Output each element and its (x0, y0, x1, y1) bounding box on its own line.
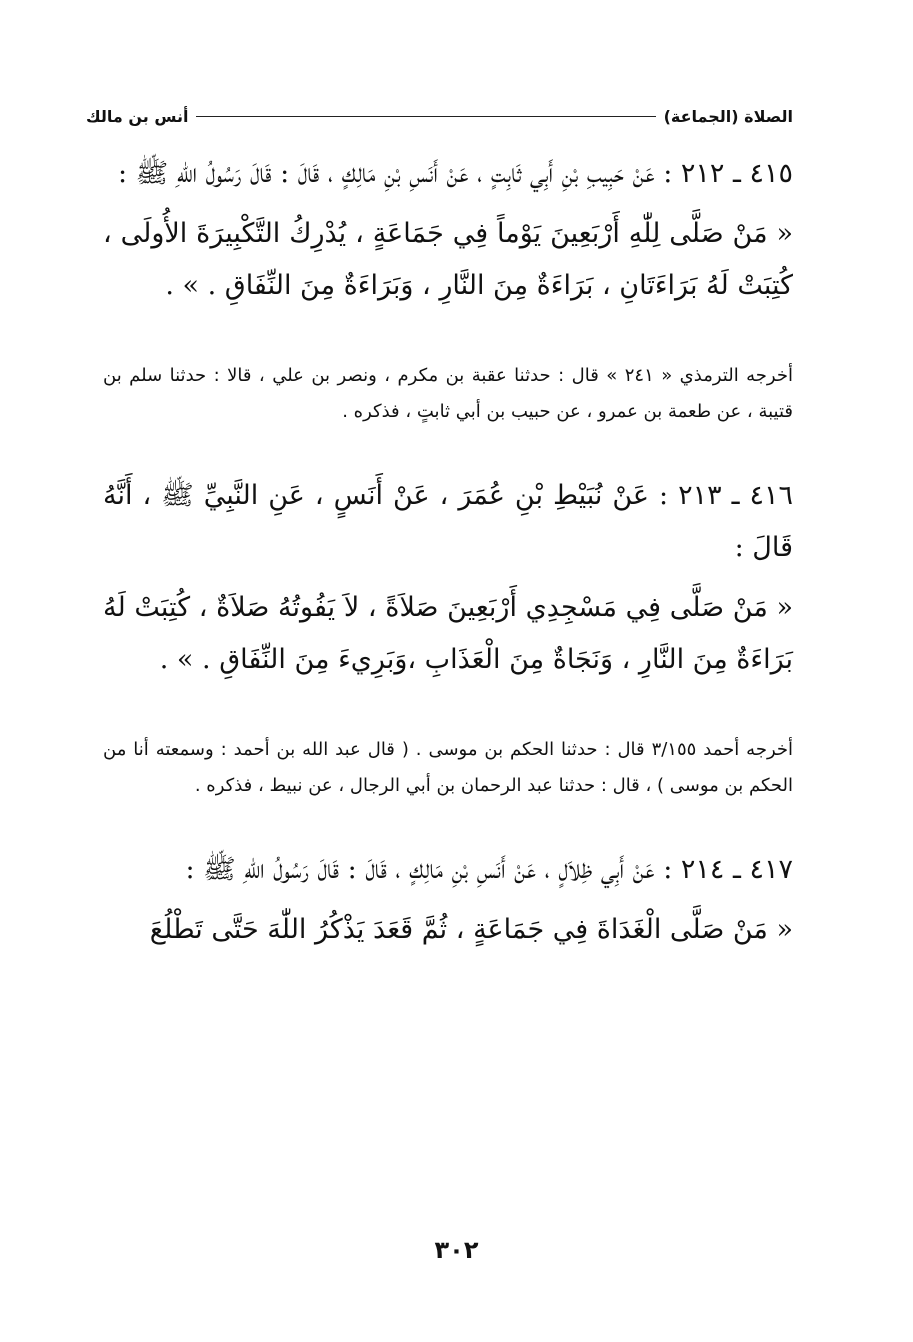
header-chapter-title: الصلاة (الجماعة) (663, 106, 793, 126)
page-number: ٣٠٢ (434, 1236, 479, 1264)
page-body (103, 148, 793, 956)
header-narrator-title: أنس بن مالك (86, 106, 189, 126)
hadith-entry (103, 148, 793, 430)
hadith-text: « مَنْ صَلَّى فِي مَسْجِدِي أَرْبَعِينَ صَلاَةً ، لاَ يَفُوتُهُ صَلاَةٌ ، كُتِبَتْ لَهُ بَرَاءَةٌ مِنَ النَّارِ ، وَنَجَاةٌ مِنَ الْعَذَابِ ،وَبَرِيءَ مِنَ النِّفَاقِ . » . (103, 592, 793, 675)
header-rule (196, 116, 655, 117)
hadith-takhrij: أخرجه أحمد ٣/١٥٥ قال : حدثنا الحكم بن موسى . ( قال عبد الله بن أحمد : وسمعته أنا من الحكم بن موسى ) ، قال : حدثنا عبد الرحمان بن أبي الرجال ، عن نبيط ، فذكره . (103, 739, 794, 796)
hadith-text: « مَنْ صَلَّى لِلّٰهِ أَرْبَعِينَ يَوْماً فِي جَمَاعَةٍ ، يُدْرِكُ التَّكْبِيرَةَ الأُولَى ، كُتِبَتْ لَهُ بَرَاءَتَانِ ، بَرَاءَةٌ مِنَ النَّارِ ، وَبَرَاءَةٌ مِنَ النِّفَاقِ . » . (103, 218, 793, 301)
running-header (86, 102, 793, 130)
hadith-entry (103, 844, 793, 956)
hadith-heading: ٤١٧ ـ ٢١٤ : عَنْ أَبِي ظِلاَلٍ ، عَنْ أَنَسِ بْنِ مَالِكٍ ، قَالَ : قَالَ رَسُولُ اللّٰهِ ﷺ : (185, 854, 793, 885)
hadith-takhrij: أخرجه الترمذي « ٢٤١ » قال : حدثنا عقبة بن مكرم ، ونصر بن علي ، قالا : حدثنا سلم بن قتيبة ، عن طعمة بن عمرو ، عن حبيب بن أبي ثابتٍ ، فذكره . (103, 365, 793, 422)
hadith-heading: ٤١٦ ـ ٢١٣ : عَنْ نُبَيْطِ بْنِ عُمَرَ ، عَنْ أَنَسٍ ، عَنِ النَّبِيِّ ﷺ ، أَنَّهُ قَالَ : (103, 480, 793, 563)
hadith-text: « مَنْ صَلَّى الْغَدَاةَ فِي جَمَاعَةٍ ، ثُمَّ قَعَدَ يَذْكُرُ اللّٰهَ حَتَّى تَطْلُعَ (149, 914, 793, 945)
hadith-entry (103, 470, 793, 804)
hadith-heading: ٤١٥ ـ ٢١٢ : عَنْ حَبِيبِ بْنِ أَبِي ثَابِتٍ ، عَنْ أَنَسِ بْنِ مَالِكٍ ، قَالَ : قَالَ رَسُولُ اللّٰهِ ﷺ : (117, 158, 793, 189)
